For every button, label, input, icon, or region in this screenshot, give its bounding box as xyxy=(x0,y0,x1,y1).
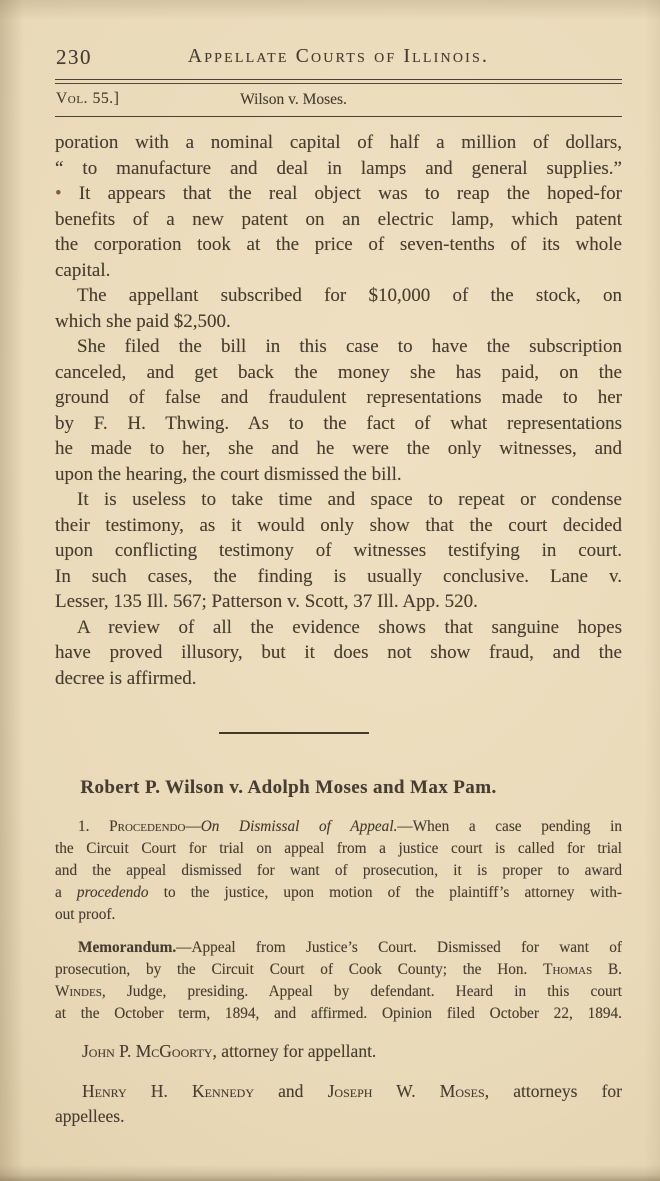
text-segment: The appellant subscribed for $10,000 of the stock, on xyxy=(77,285,622,306)
text-line xyxy=(55,959,622,981)
text-segment: ground of false and fraudulent representations made to her xyxy=(55,387,622,408)
text-line xyxy=(55,156,622,182)
text-segment: Windes xyxy=(55,983,102,1000)
text-segment: Procedendo xyxy=(109,818,186,835)
text-segment: benefits of a new patent on an electric lamp, which patent xyxy=(55,208,622,230)
paragraph xyxy=(55,130,622,181)
text-line xyxy=(55,232,622,258)
text-segment: Memorandum. xyxy=(78,939,177,956)
text-line xyxy=(55,207,622,233)
text-segment: procedendo xyxy=(76,884,149,901)
text-segment: • xyxy=(55,183,79,204)
text-line xyxy=(55,589,622,615)
running-case-name: Wilson v. Moses. xyxy=(240,91,347,108)
running-head-row xyxy=(55,44,622,71)
memorandum xyxy=(55,937,622,1025)
text-line xyxy=(55,882,622,904)
text-segment: appellees. xyxy=(55,1106,125,1126)
text-line xyxy=(55,615,622,641)
text-segment: and xyxy=(253,1081,328,1101)
text-segment: On Dismissal of Appeal. xyxy=(200,818,398,835)
text-segment: which she paid $2,500. xyxy=(55,310,231,332)
text-line xyxy=(55,1079,622,1104)
page-number: 230 xyxy=(56,45,92,69)
text-line xyxy=(55,860,622,882)
paragraph xyxy=(55,283,622,334)
text-segment: , attorney for appellant. xyxy=(212,1041,377,1061)
page-header xyxy=(55,44,622,117)
text-segment: prosecution, by the Circuit Court of Cook County; the Hon. xyxy=(55,961,544,978)
double-rule xyxy=(55,79,622,84)
text-segment: Lesser, 135 Ill. 567; Patterson v. Scott, 37 Ill. App. 520. xyxy=(55,591,478,612)
attorneys xyxy=(55,1039,622,1129)
text-segment: , attorneys for xyxy=(484,1081,622,1101)
text-line xyxy=(55,1039,622,1064)
single-rule xyxy=(55,116,622,117)
text-segment: their testimony, as it would only show that the court decided xyxy=(55,514,622,536)
text-segment: poration with a nominal capital of half a million of dollars, xyxy=(55,132,622,153)
text-segment: have proved illusory, but it does not show fraud, and the xyxy=(55,642,622,663)
text-line xyxy=(55,513,622,539)
text-segment: “ to manufacture and deal in lamps and general supplies.” xyxy=(55,157,622,179)
text-line xyxy=(55,487,622,513)
paragraph xyxy=(55,1079,622,1129)
text-segment: — xyxy=(185,818,201,835)
text-line xyxy=(55,640,622,666)
text-line xyxy=(55,181,622,207)
text-segment: A review of all the evidence shows that sanguine hopes xyxy=(77,616,622,638)
text-line xyxy=(55,334,622,360)
text-segment: 1. xyxy=(78,818,110,835)
text-segment: the Circuit Court for trial on appeal from a justice court is called for trial xyxy=(55,840,622,857)
paragraph xyxy=(55,816,622,926)
case-header-row xyxy=(55,89,622,110)
text-line xyxy=(55,538,622,564)
text-segment: It appears that the real object was to reap the hoped-for xyxy=(78,183,623,204)
syllabus xyxy=(55,816,622,926)
paragraph xyxy=(55,334,622,487)
text-line xyxy=(55,1104,622,1129)
text-line xyxy=(55,838,622,860)
text-line xyxy=(55,309,622,335)
text-line xyxy=(55,283,622,309)
text-line xyxy=(55,1003,622,1025)
page-body xyxy=(55,130,622,1129)
paragraph xyxy=(55,1039,622,1064)
text-line xyxy=(55,937,622,959)
text-segment: upon the hearing, the court dismissed the bill. xyxy=(55,463,402,485)
text-segment: , Judge, presiding. Appeal by defendant. Heard in this court xyxy=(101,983,622,1000)
text-line xyxy=(55,564,622,590)
text-segment: capital. xyxy=(55,259,111,281)
text-segment: Thomas B. xyxy=(543,961,622,978)
section-separator-rule xyxy=(219,732,369,734)
opinion-text xyxy=(55,130,622,691)
paragraph xyxy=(55,615,622,692)
text-segment: John P. McGoorty xyxy=(82,1041,213,1061)
text-segment: decree is affirmed. xyxy=(55,667,197,689)
text-segment: the corporation took at the price of seven-tenths of its whole xyxy=(55,234,622,255)
text-segment: a xyxy=(55,884,77,901)
text-segment: —When a case pending in xyxy=(397,818,623,835)
paragraph xyxy=(55,181,622,283)
running-head: Appellate Courts of Illinois. xyxy=(187,46,490,67)
text-segment: he made to her, she and he were the only witnesses, and xyxy=(55,438,622,459)
paragraph xyxy=(55,937,622,1025)
text-line xyxy=(55,258,622,284)
text-line xyxy=(55,360,622,386)
text-line xyxy=(55,436,622,462)
text-line xyxy=(55,816,622,838)
text-segment: It is useless to take time and space to repeat or condense xyxy=(77,489,622,510)
text-line xyxy=(55,904,622,926)
text-segment: and the appeal dismissed for want of prosecution, it is proper to award xyxy=(55,862,622,879)
text-segment: by F. H. Thwing. As to the fact of what representations xyxy=(55,412,622,434)
text-segment: canceled, and get back the money she has paid, on the xyxy=(55,361,622,383)
text-segment: Henry H. Kennedy xyxy=(82,1081,254,1101)
text-segment: to the justice, upon motion of the plaintiff’s attorney with- xyxy=(148,884,622,901)
text-line xyxy=(55,385,622,411)
text-line xyxy=(55,411,622,437)
text-line xyxy=(55,666,622,692)
text-segment: upon conflicting testimony of witnesses testifying in court. xyxy=(55,540,622,561)
text-segment: Joseph W. Moses xyxy=(327,1081,485,1101)
text-segment: at the October term, 1894, and affirmed. Opinion filed October 22, 1894. xyxy=(55,1005,622,1022)
text-segment: —Appeal from Justice’s Court. Dismissed for want of xyxy=(176,939,622,956)
text-line xyxy=(55,130,622,156)
text-segment: In such cases, the finding is usually conclusive. Lane v. xyxy=(55,565,622,587)
text-line xyxy=(55,462,622,488)
text-line xyxy=(55,981,622,1003)
paragraph xyxy=(55,487,622,615)
text-segment: out proof. xyxy=(55,906,116,923)
text-segment: She filed the bill in this case to have the subscription xyxy=(77,336,622,357)
case-title: Robert P. Wilson v. Adolph Moses and Max Pam. xyxy=(80,777,497,798)
volume-label: Vol. 55.] xyxy=(56,90,120,107)
